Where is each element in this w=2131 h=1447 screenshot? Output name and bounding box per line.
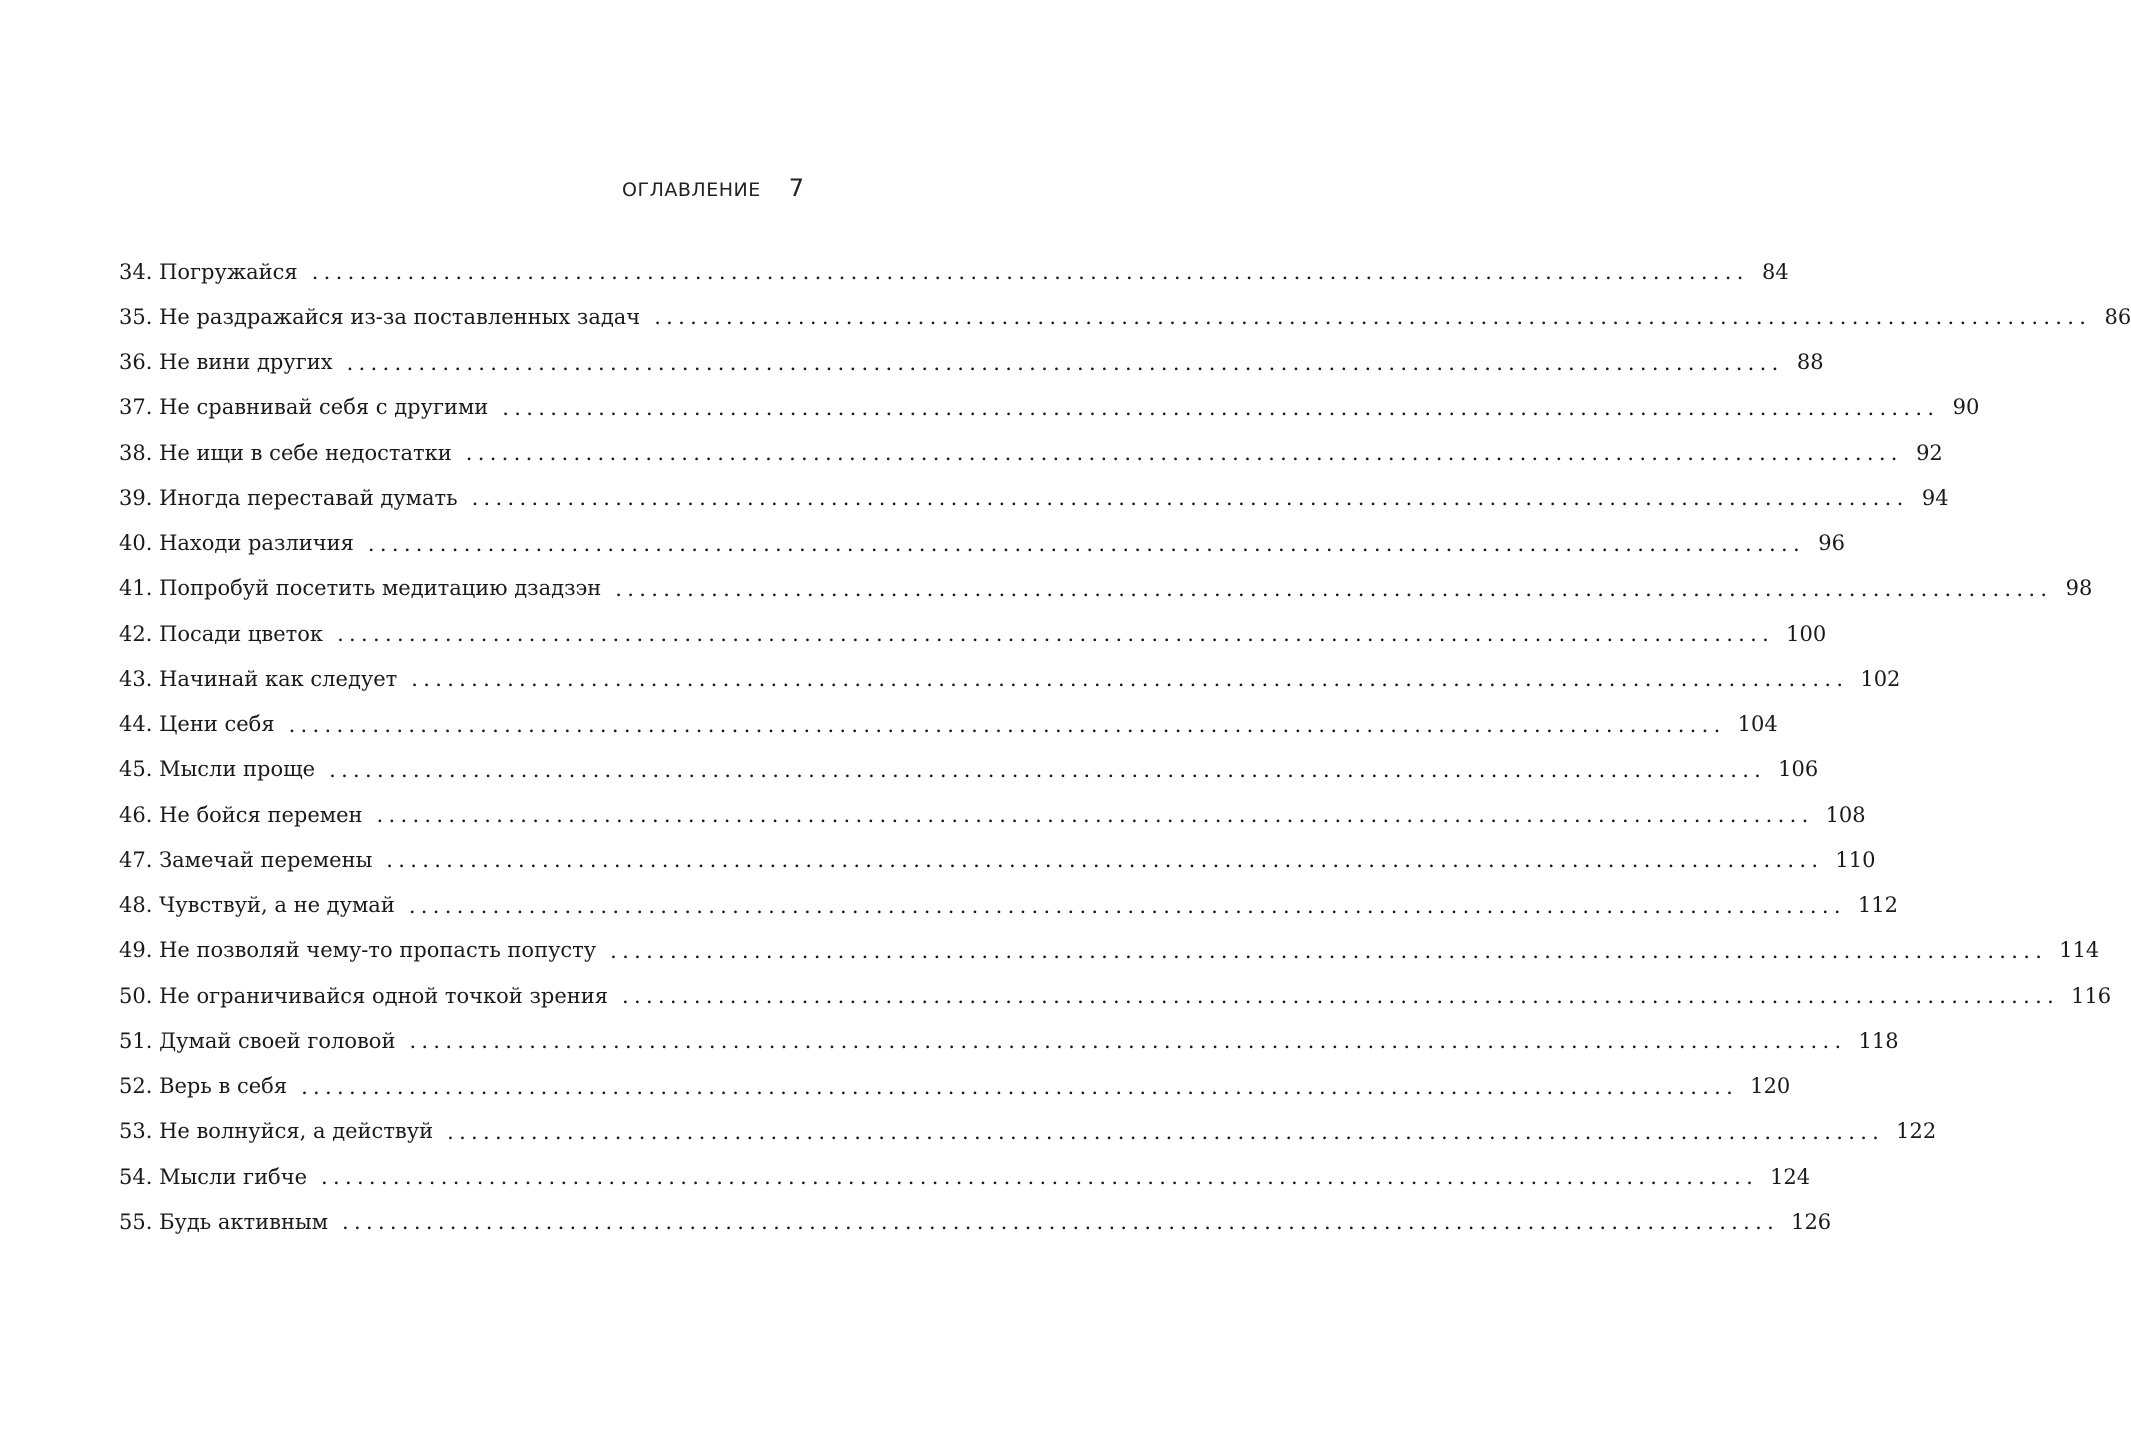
toc-entry-page: 126 (1791, 1209, 1832, 1234)
toc-entry[interactable] (119, 385, 1980, 430)
toc-entry[interactable] (119, 747, 1819, 792)
toc-entry[interactable] (119, 1064, 1791, 1109)
toc-entry[interactable] (119, 566, 2093, 611)
toc-entry-title: 44. Цени себя (119, 712, 275, 737)
toc-entry-page: 84 (1762, 259, 1789, 284)
toc-entry-page: 86 (2104, 304, 2131, 329)
toc-entry-title: 53. Не волнуйся, а действуй (119, 1119, 434, 1144)
toc-entry-title: 51. Думай своей головой (119, 1028, 396, 1053)
dot-leader: ........................................................................................................................ (409, 1029, 1847, 1054)
toc-entry-title: 38. Не ищи в себе недостатки (119, 440, 452, 465)
toc-entry-page: 114 (2059, 938, 2100, 963)
toc-entry-page: 110 (1835, 847, 1876, 872)
toc-entry[interactable] (119, 973, 2112, 1018)
toc-entry-title: 50. Не ограничивайся одной точкой зрения (119, 983, 609, 1008)
dot-leader: ........................................................................................................................ (408, 893, 1846, 918)
toc-entry-page: 98 (2065, 576, 2093, 601)
toc-entry-page: 120 (1750, 1074, 1791, 1099)
toc-entry[interactable] (119, 883, 1898, 928)
running-header (622, 174, 804, 202)
toc-entry-title: 34. Погружайся (119, 259, 298, 284)
toc-entry-page: 106 (1778, 757, 1819, 782)
dot-leader: ........................................................................................................................ (610, 938, 2048, 963)
toc-entry-title: 48. Чувствуй, а не думай (119, 893, 395, 918)
toc-entry-title: 36. Не вини других (119, 350, 333, 375)
toc-entry[interactable] (119, 611, 1827, 656)
toc-entry-page: 108 (1825, 802, 1866, 827)
toc-entry-title: 52. Верь в себя (119, 1074, 288, 1099)
toc-entry[interactable] (119, 792, 1866, 837)
toc-entry-page: 90 (1952, 395, 1980, 420)
toc-entry-title: 43. Начинай как следует (119, 666, 398, 691)
toc-entry-title: 39. Иногда переставай думать (119, 485, 458, 510)
toc-entry-page: 118 (1858, 1028, 1899, 1053)
toc-entry-title: 42. Посади цветок (119, 621, 324, 646)
dot-leader: ........................................................................................................................ (288, 712, 1726, 737)
toc-entry[interactable] (119, 1154, 1811, 1199)
dot-leader: ........................................................................................................................ (471, 486, 1909, 511)
toc-entry[interactable] (119, 928, 2100, 973)
toc-entry-title: 40. Находи различия (119, 531, 354, 556)
toc-entry-page: 88 (1796, 350, 1824, 375)
toc-entry[interactable] (119, 521, 1845, 566)
dot-leader: ........................................................................................................................ (346, 350, 1784, 375)
dot-leader: ........................................................................................................................ (622, 984, 2060, 1009)
dot-leader: ........................................................................................................................ (311, 260, 1749, 285)
toc-entry[interactable] (119, 1018, 1899, 1063)
dot-leader: ........................................................................................................................ (367, 531, 1805, 556)
toc-entry-title: 45. Мысли проще (119, 757, 316, 782)
toc-entry-page: 104 (1737, 712, 1778, 737)
toc-entry[interactable] (119, 1109, 1937, 1154)
toc-entry-title: 46. Не бойся перемен (119, 802, 363, 827)
toc-entry[interactable] (119, 340, 1824, 385)
toc-entry-title: 41. Попробуй посетить медитацию дзадзэн (119, 576, 602, 601)
dot-leader: ........................................................................................................................ (301, 1074, 1739, 1099)
toc-entry[interactable] (119, 430, 1943, 475)
dot-leader: ........................................................................................................................ (411, 667, 1849, 692)
table-of-contents (119, 249, 2131, 1245)
toc-entry-title: 37. Не сравнивай себя с другими (119, 395, 489, 420)
toc-entry-title: 47. Замечай перемены (119, 847, 373, 872)
toc-entry[interactable] (119, 656, 1901, 701)
dot-leader: ........................................................................................................................ (329, 757, 1767, 782)
dot-leader: ........................................................................................................................ (337, 622, 1775, 647)
dot-leader: ........................................................................................................................ (654, 305, 2092, 330)
toc-entry-page: 116 (2071, 983, 2112, 1008)
toc-entry-page: 92 (1916, 440, 1943, 465)
toc-entry-title: 54. Мысли гибче (119, 1164, 308, 1189)
toc-entry-page: 112 (1857, 893, 1898, 918)
toc-entry[interactable] (119, 249, 1789, 294)
toc-entry[interactable] (119, 702, 1778, 747)
dot-leader: ........................................................................................................................ (386, 848, 1824, 873)
toc-entry-page: 96 (1818, 531, 1845, 556)
dot-leader: ........................................................................................................................ (342, 1210, 1780, 1235)
dot-leader: ........................................................................................................................ (465, 441, 1903, 466)
toc-entry-page: 100 (1786, 621, 1827, 646)
toc-entry-title: 49. Не позволяй чему-то пропасть попусту (119, 938, 597, 963)
toc-entry[interactable] (119, 837, 1876, 882)
dot-leader: ........................................................................................................................ (502, 395, 1940, 420)
toc-entry-page: 124 (1770, 1164, 1811, 1189)
dot-leader: ........................................................................................................................ (447, 1119, 1885, 1144)
toc-entry-title: 35. Не раздражайся из-за поставленных задач (119, 304, 641, 329)
toc-entry[interactable] (119, 294, 2131, 339)
page-number: 7 (788, 174, 804, 202)
dot-leader: ........................................................................................................................ (376, 803, 1814, 828)
dot-leader: ........................................................................................................................ (615, 576, 2053, 601)
section-title: ОГЛАВЛЕНИЕ (622, 179, 761, 201)
toc-entry[interactable] (119, 475, 1949, 520)
toc-entry-title: 55. Будь активным (119, 1209, 329, 1234)
toc-entry[interactable] (119, 1199, 1832, 1244)
dot-leader: ........................................................................................................................ (321, 1165, 1759, 1190)
toc-entry-page: 122 (1896, 1119, 1937, 1144)
toc-entry-page: 102 (1860, 666, 1901, 691)
toc-entry-page: 94 (1921, 485, 1949, 510)
